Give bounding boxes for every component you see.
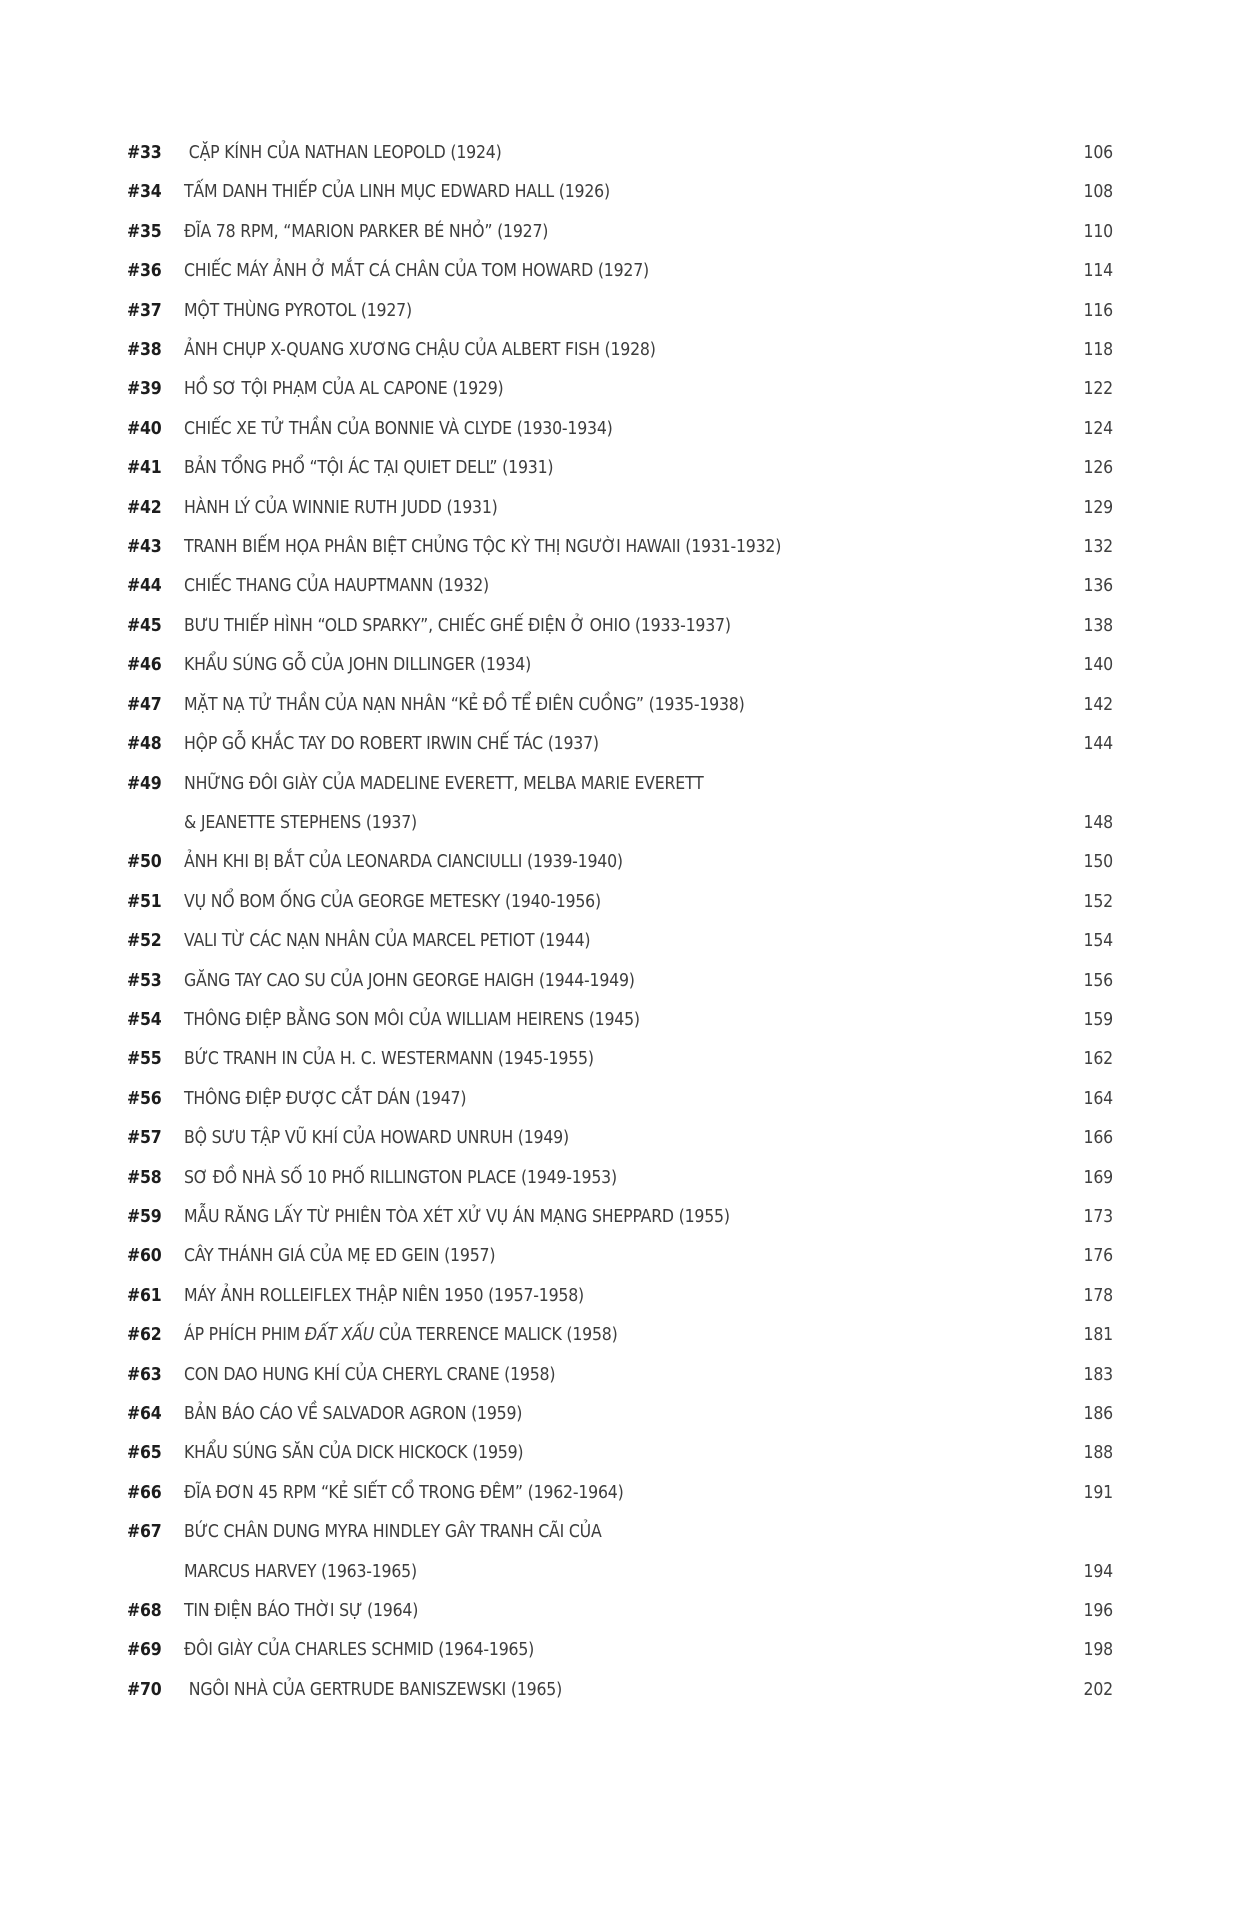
entry-number: #55	[127, 1049, 162, 1070]
entry-title: BỘ SƯU TẬP VŨ KHÍ CỦA HOWARD UNRUH (1949)	[184, 1128, 569, 1149]
entry-page-number: 114	[1083, 261, 1113, 282]
entry-number: #64	[127, 1404, 162, 1424]
entry-number: #37	[127, 300, 162, 321]
toc-entry	[127, 567, 1113, 606]
entry-number: #40	[127, 418, 162, 439]
entry-number: #43	[127, 537, 162, 558]
entry-title: HÀNH LÝ CỦA WINNIE RUTH JUDD (1931)	[184, 497, 498, 518]
entry-title: TẤM DANH THIẾP CỦA LINH MỤC EDWARD HALL (1926)	[184, 182, 610, 203]
toc-entry	[127, 922, 1113, 961]
entry-title: GĂNG TAY CAO SU CỦA JOHN GEORGE HAIGH (1944-1949)	[184, 970, 635, 991]
entry-page-number: 198	[1083, 1640, 1113, 1661]
toc-entry	[127, 134, 1113, 173]
toc-entry	[127, 173, 1113, 212]
entry-page-number: 124	[1083, 418, 1113, 439]
toc-entry	[127, 1671, 1113, 1710]
entry-page-number: 116	[1083, 300, 1113, 321]
entry-page-number: 156	[1083, 970, 1113, 991]
toc-entry	[127, 1198, 1113, 1237]
entry-title: CHIẾC MÁY ẢNH Ở MẮT CÁ CHÂN CỦA TOM HOWARD (1927)	[184, 261, 649, 282]
entry-page-number: 126	[1083, 458, 1113, 479]
entry-page-number: 106	[1083, 143, 1113, 163]
entry-title: BẢN TỔNG PHỔ “TỘI ÁC TẠI QUIET DELL” (1931)	[184, 458, 554, 479]
toc-entry	[127, 646, 1113, 685]
toc-entry	[127, 489, 1113, 528]
toc-entry	[127, 1159, 1113, 1198]
entry-number: #35	[127, 221, 162, 242]
entry-page-number: 183	[1083, 1364, 1113, 1385]
entry-page-number: 140	[1083, 655, 1113, 676]
entry-number: #52	[127, 931, 162, 952]
entry-title: CẶP KÍNH CỦA NATHAN LEOPOLD (1924)	[184, 143, 502, 163]
entry-page-number: 122	[1083, 379, 1113, 400]
entry-page-number: 178	[1083, 1285, 1113, 1306]
entry-page-number: 196	[1083, 1601, 1113, 1622]
entry-number: #60	[127, 1246, 162, 1267]
entry-title: MẪU RĂNG LẤY TỪ PHIÊN TÒA XÉT XỬ VỤ ÁN MẠNG SHEPPARD (1955)	[184, 1206, 730, 1227]
toc-entry	[127, 843, 1113, 882]
entry-title: MỘT THÙNG PYROTOL (1927)	[184, 300, 412, 321]
entry-title: CON DAO HUNG KHÍ CỦA CHERYL CRANE (1958)	[184, 1364, 556, 1385]
entry-page-number: 144	[1083, 734, 1113, 755]
entry-title-segment: ÁP PHÍCH PHIM	[184, 1325, 305, 1346]
entry-title: ẢNH CHỤP X-QUANG XƯƠNG CHẬU CỦA ALBERT FISH (1928)	[184, 340, 656, 361]
toc-entry	[127, 607, 1113, 646]
toc-entry	[127, 765, 1113, 844]
entry-title: HỘP GỖ KHẮC TAY DO ROBERT IRWIN CHẾ TÁC (1937)	[184, 734, 599, 755]
entry-number: #53	[127, 970, 162, 991]
toc-entry	[127, 370, 1113, 409]
entry-title: BỨC TRANH IN CỦA H. C. WESTERMANN (1945-1955)	[184, 1049, 594, 1070]
entry-title: VALI TỪ CÁC NẠN NHÂN CỦA MARCEL PETIOT (1944)	[184, 931, 591, 952]
entry-page-number: 176	[1083, 1246, 1113, 1267]
toc-entry	[127, 1356, 1113, 1395]
entry-page-number: 136	[1083, 576, 1113, 597]
entry-title: TRANH BIẾM HỌA PHÂN BIỆT CHỦNG TỘC KỲ THỊ NGƯỜI HAWAII (1931-1932)	[184, 537, 782, 558]
toc-entry	[127, 1513, 1113, 1592]
entry-number: #69	[127, 1640, 162, 1661]
entry-title-segment: CỦA TERRENCE MALICK (1958)	[374, 1325, 618, 1346]
entry-number: #56	[127, 1088, 162, 1109]
entry-page-number: 194	[1083, 1561, 1113, 1582]
entry-title: BỨC CHÂN DUNG MYRA HINDLEY GÂY TRANH CÃI CỦA MARCUS HARVEY (1963-1965)	[184, 1522, 602, 1582]
entry-title: CÂY THÁNH GIÁ CỦA MẸ ED GEIN (1957)	[184, 1246, 496, 1267]
entry-number: #67	[127, 1522, 162, 1543]
entry-number: #49	[127, 773, 162, 794]
entry-number: #54	[127, 1009, 162, 1030]
entry-page-number: 154	[1083, 931, 1113, 952]
entry-number: #41	[127, 458, 162, 479]
toc-entry	[127, 1474, 1113, 1513]
entry-title: HỒ SƠ TỘI PHẠM CỦA AL CAPONE (1929)	[184, 379, 504, 400]
entry-number: #44	[127, 576, 162, 597]
entry-number: #50	[127, 852, 162, 873]
toc-entry	[127, 528, 1113, 567]
entry-title: THÔNG ĐIỆP ĐƯỢC CẮT DÁN (1947)	[184, 1088, 467, 1109]
entry-title: ĐÔI GIÀY CỦA CHARLES SCHMID (1964-1965)	[184, 1640, 535, 1661]
entry-number: #47	[127, 694, 162, 715]
entry-number: #68	[127, 1601, 162, 1622]
toc-entry	[127, 292, 1113, 331]
entry-title: NGÔI NHÀ CỦA GERTRUDE BANISZEWSKI (1965)	[184, 1679, 563, 1700]
entry-page-number: 118	[1083, 340, 1113, 361]
entry-title: SƠ ĐỒ NHÀ SỐ 10 PHỐ RILLINGTON PLACE (1949-1953)	[184, 1167, 617, 1188]
entry-number: #42	[127, 497, 162, 518]
entry-title: MẶT NẠ TỬ THẦN CỦA NẠN NHÂN “KẺ ĐỒ TỂ ĐIÊN CUỒNG” (1935-1938)	[184, 694, 745, 715]
entry-number: #70	[127, 1679, 162, 1700]
entry-title: BƯU THIẾP HÌNH “OLD SPARKY”, CHIẾC GHẾ ĐIỆN Ở OHIO (1933-1937)	[184, 615, 731, 636]
entry-number: #36	[127, 261, 162, 282]
entry-title: VỤ NỔ BOM ỐNG CỦA GEORGE METESKY (1940-1956)	[184, 891, 601, 912]
entry-number: #57	[127, 1128, 162, 1149]
toc-entry	[127, 1080, 1113, 1119]
toc-entry	[127, 1001, 1113, 1040]
entry-title: CHIẾC THANG CỦA HAUPTMANN (1932)	[184, 576, 490, 597]
entry-title	[184, 1316, 1041, 1355]
table-of-contents	[127, 134, 1113, 1710]
toc-entry	[127, 213, 1113, 252]
toc-entry	[127, 1395, 1113, 1434]
entry-title: KHẨU SÚNG GỖ CỦA JOHN DILLINGER (1934)	[184, 655, 532, 676]
toc-entry	[127, 449, 1113, 488]
entry-number: #45	[127, 615, 162, 636]
entry-title: BẢN BÁO CÁO VỀ SALVADOR AGRON (1959)	[184, 1404, 523, 1424]
entry-title: THÔNG ĐIỆP BẰNG SON MÔI CỦA WILLIAM HEIRENS (1945)	[184, 1009, 640, 1030]
toc-entry	[127, 331, 1113, 370]
toc-entry	[127, 1277, 1113, 1316]
toc-entry	[127, 1237, 1113, 1276]
entry-page-number: 159	[1083, 1009, 1113, 1030]
entry-page-number: 166	[1083, 1128, 1113, 1149]
entry-page-number: 148	[1083, 812, 1113, 833]
toc-entry	[127, 1631, 1113, 1670]
toc-entry	[127, 410, 1113, 449]
entry-number: #51	[127, 891, 162, 912]
entry-page-number: 164	[1083, 1088, 1113, 1109]
entry-title-italic-segment: ĐẤT XẤU	[304, 1325, 375, 1346]
toc-entry	[127, 1316, 1113, 1355]
entry-page-number: 191	[1083, 1482, 1113, 1503]
entry-number: #38	[127, 340, 162, 361]
entry-title: TIN ĐIỆN BÁO THỜI SỰ (1964)	[184, 1601, 419, 1622]
entry-page-number: 150	[1083, 852, 1113, 873]
entry-title: ĐĨA ĐƠN 45 RPM “KẺ SIẾT CỔ TRONG ĐÊM” (1962-1964)	[184, 1482, 624, 1503]
toc-entry	[127, 1434, 1113, 1473]
entry-page-number: 162	[1083, 1049, 1113, 1070]
entry-number: #63	[127, 1364, 162, 1385]
entry-page-number: 138	[1083, 615, 1113, 636]
toc-entry	[127, 962, 1113, 1001]
entry-title: CHIẾC XE TỬ THẦN CỦA BONNIE VÀ CLYDE (1930-1934)	[184, 418, 613, 439]
entry-title: ĐĨA 78 RPM, “MARION PARKER BÉ NHỎ” (1927)	[184, 221, 549, 242]
entry-title: MÁY ẢNH ROLLEIFLEX THẬP NIÊN 1950 (1957-1958)	[184, 1285, 584, 1306]
toc-entry	[127, 1592, 1113, 1631]
toc-entry	[127, 686, 1113, 725]
toc-entry	[127, 1119, 1113, 1158]
entry-title: NHỮNG ĐÔI GIÀY CỦA MADELINE EVERETT, MELBA MARIE EVERETT & JEANETTE STEPHENS (1937)	[184, 773, 704, 833]
entry-page-number: 129	[1083, 497, 1113, 518]
entry-page-number: 188	[1083, 1443, 1113, 1464]
toc-entry	[127, 1040, 1113, 1079]
entry-title: ẢNH KHI BỊ BẮT CỦA LEONARDA CIANCIULLI (1939-1940)	[184, 852, 623, 873]
entry-page-number: 142	[1083, 694, 1113, 715]
toc-entry	[127, 725, 1113, 764]
entry-page-number: 132	[1083, 537, 1113, 558]
entry-number: #33	[127, 143, 162, 163]
entry-number: #34	[127, 182, 162, 203]
toc-entry	[127, 883, 1113, 922]
entry-page-number: 108	[1083, 182, 1113, 203]
entry-number: #58	[127, 1167, 162, 1188]
entry-number: #66	[127, 1482, 162, 1503]
entry-number: #59	[127, 1206, 162, 1227]
entry-number: #61	[127, 1285, 162, 1306]
entry-page-number: 152	[1083, 891, 1113, 912]
entry-number: #39	[127, 379, 162, 400]
entry-page-number: 186	[1083, 1404, 1113, 1424]
entry-page-number: 202	[1083, 1679, 1113, 1700]
entry-page-number: 110	[1083, 221, 1113, 242]
entry-number: #46	[127, 655, 162, 676]
entry-page-number: 169	[1083, 1167, 1113, 1188]
entry-page-number: 173	[1083, 1206, 1113, 1227]
entry-page-number: 181	[1083, 1325, 1113, 1346]
entry-title: KHẨU SÚNG SĂN CỦA DICK HICKOCK (1959)	[184, 1443, 524, 1464]
entry-number: #48	[127, 734, 162, 755]
toc-entry	[127, 252, 1113, 291]
entry-number: #62	[127, 1325, 162, 1346]
entry-number: #65	[127, 1443, 162, 1464]
